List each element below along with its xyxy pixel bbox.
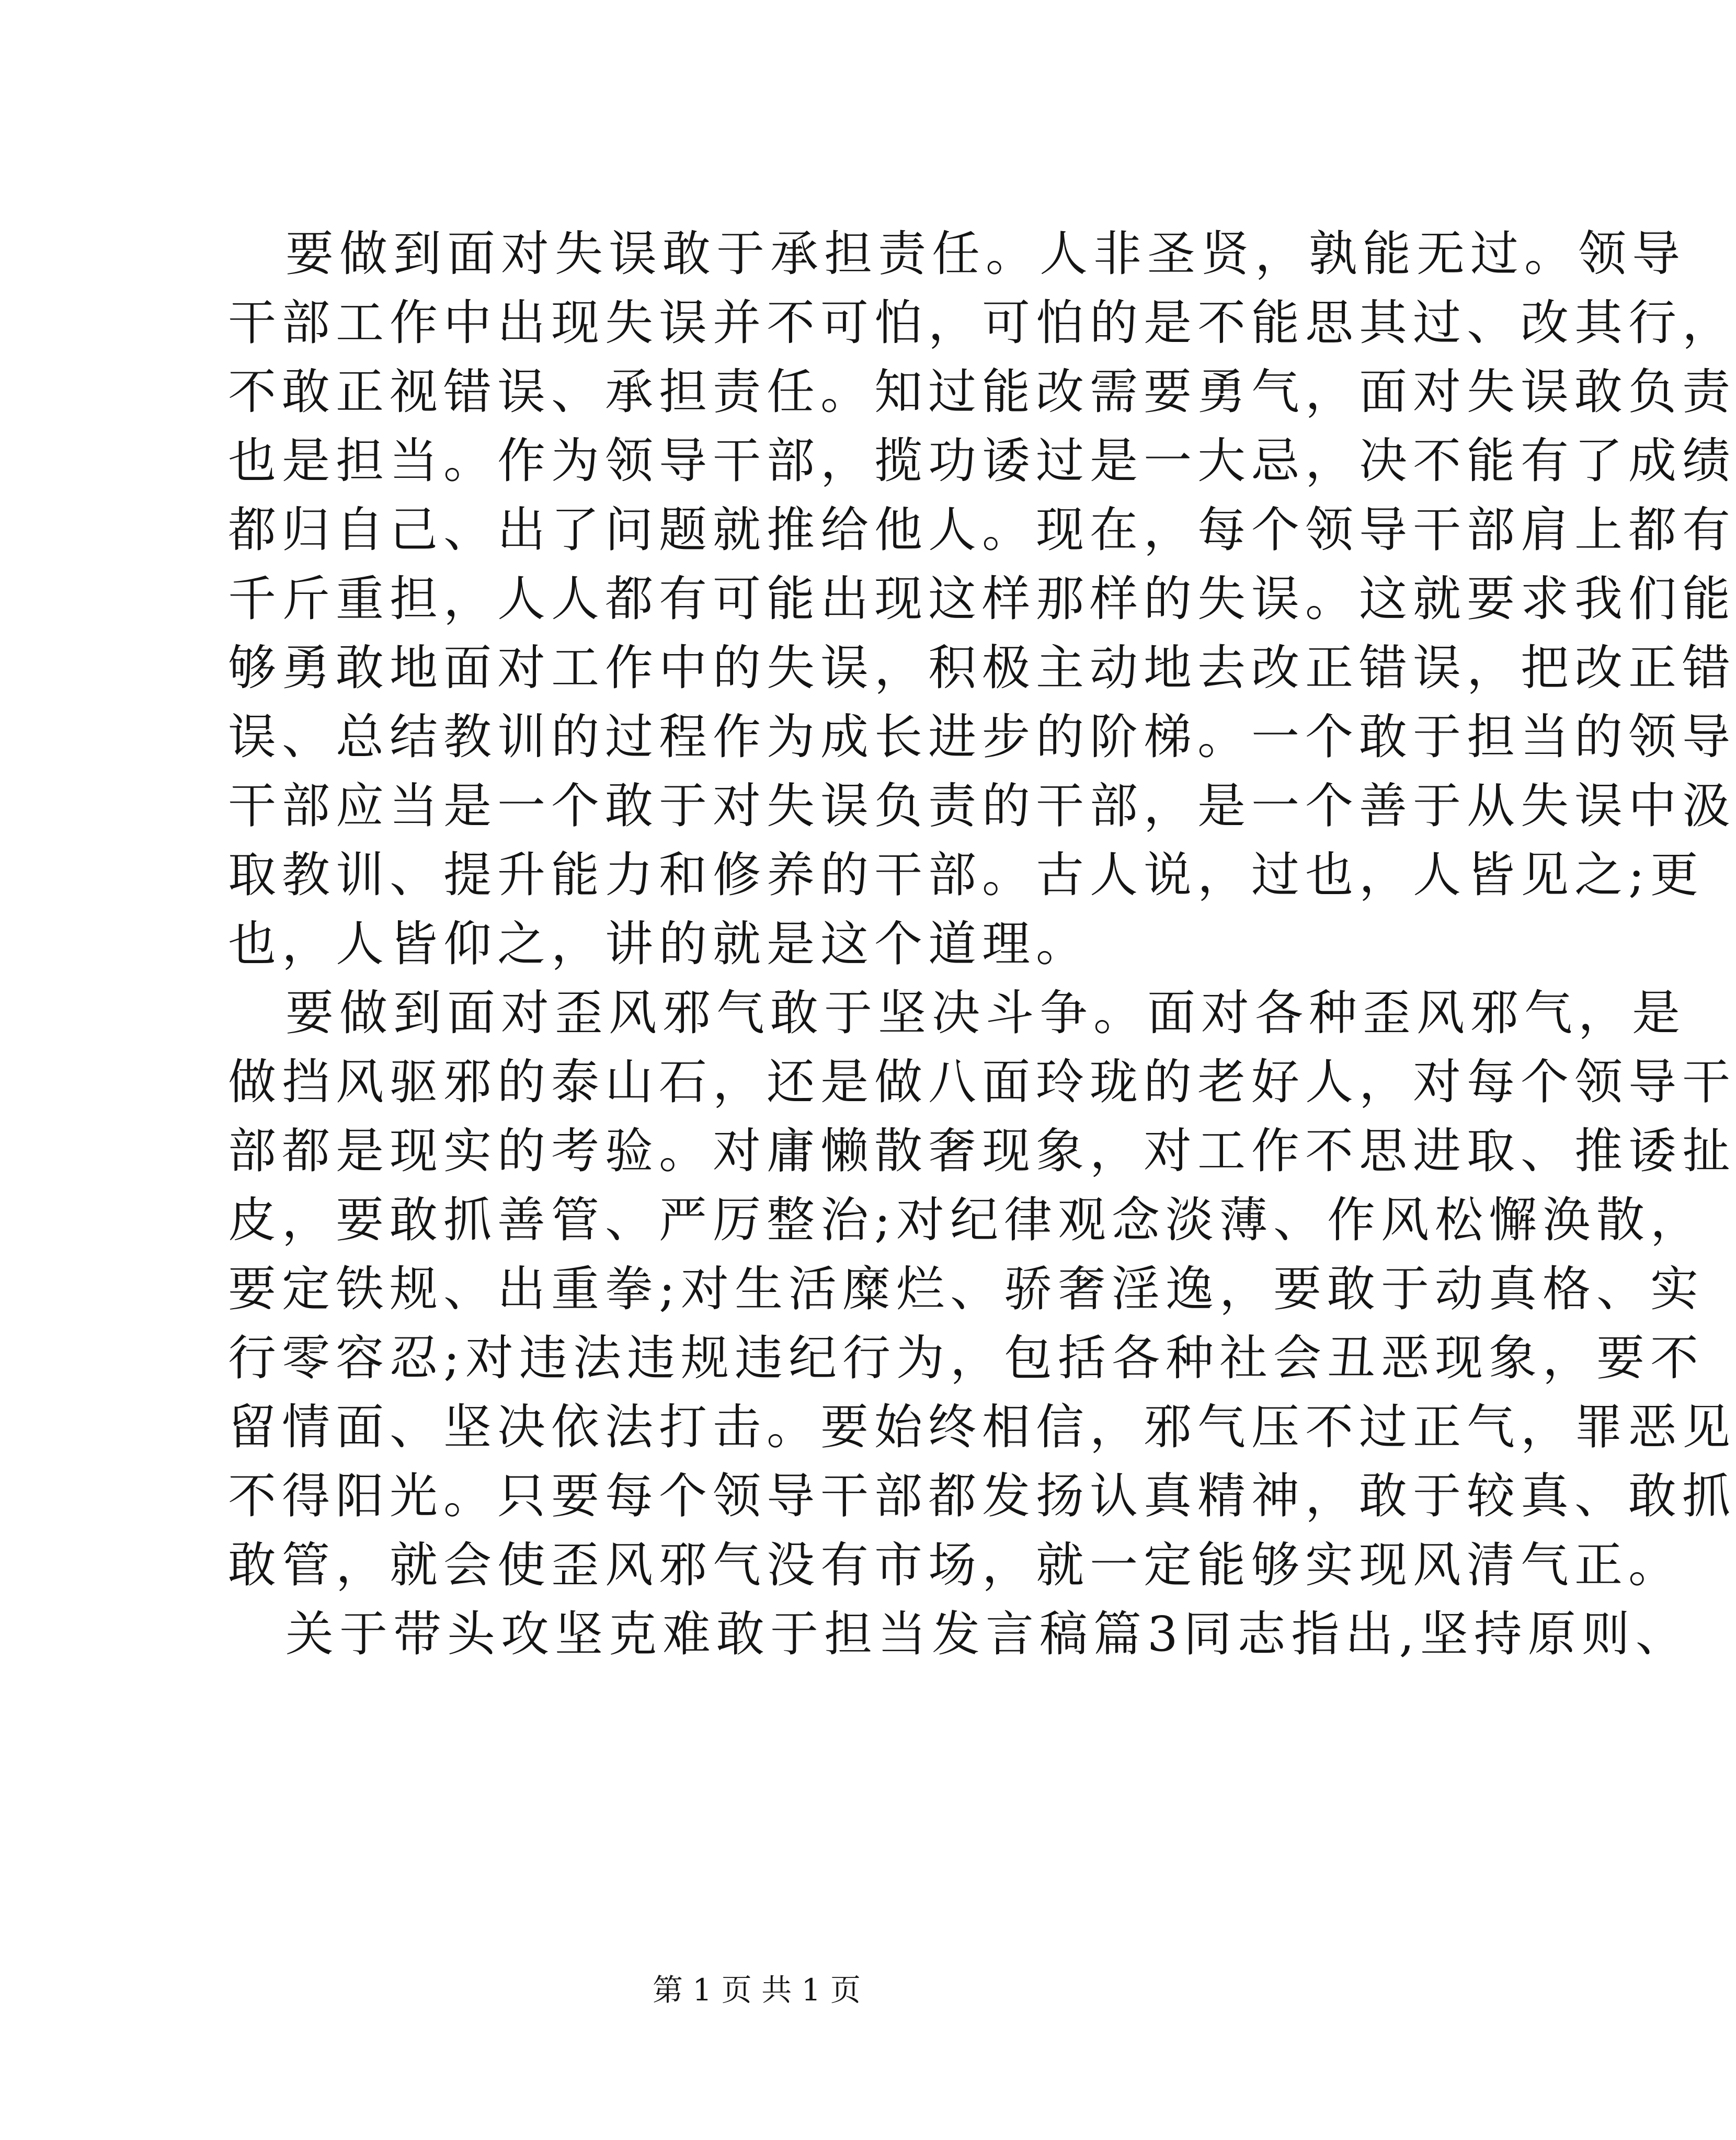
paragraph-1-line-8: 误、总结教训的过程作为成长进步的阶梯。一个敢于担当的领导 — [228, 709, 1736, 765]
paragraph-2-line-1: 要做到面对歪风邪气敢于坚决斗争。面对各种歪风邪气，是 — [285, 985, 1686, 1041]
paragraph-1-line-4: 也是担当。作为领导干部，揽功诿过是一大忌，决不能有了成绩 — [228, 433, 1736, 489]
paragraph-2-line-4: 皮，要敢抓善管、严厉整治;对纪律观念淡薄、作风松懈涣散， — [228, 1192, 1704, 1248]
paragraph-2-line-9: 敢管，就会使歪风邪气没有市场，就一定能够实现风清气正。 — [228, 1537, 1683, 1593]
paragraph-1-line-7: 够勇敢地面对工作中的失误，积极主动地去改正错误，把改正错 — [228, 640, 1736, 696]
paragraph-2-line-2: 做挡风驱邪的泰山石，还是做八面玲珑的老好人，对每个领导干 — [228, 1054, 1736, 1110]
paragraph-1-line-10: 取教训、提升能力和修养的干部。古人说，过也，人皆见之;更 — [228, 847, 1704, 903]
paragraph-2-line-6: 行零容忍;对违法违规违纪行为，包括各种社会丑恶现象，要不 — [228, 1330, 1704, 1386]
paragraph-1-line-2: 干部工作中出现失误并不可怕，可怕的是不能思其过、改其行， — [228, 295, 1736, 351]
paragraph-1-line-1: 要做到面对失误敢于承担责任。人非圣贤，孰能无过。领导 — [285, 226, 1686, 282]
page-footer: 第 1 页 共 1 页 — [653, 1972, 861, 2008]
paragraph-1-line-6: 千斤重担，人人都有可能出现这样那样的失误。这就要求我们能 — [228, 571, 1736, 627]
paragraph-2-line-8: 不得阳光。只要每个领导干部都发扬认真精神，敢于较真、敢抓 — [228, 1468, 1736, 1524]
paragraph-1-line-11: 也，人皆仰之，讲的就是这个道理。 — [228, 916, 1090, 972]
paragraph-2-line-3: 部都是现实的考验。对庸懒散奢现象，对工作不思进取、推诿扯 — [228, 1123, 1736, 1179]
paragraph-1-line-3: 不敢正视错误、承担责任。知过能改需要勇气，面对失误敢负责 — [228, 364, 1736, 420]
paragraph-1-line-5: 都归自己、出了问题就推给他人。现在，每个领导干部肩上都有 — [228, 502, 1736, 558]
paragraph-2-line-5: 要定铁规、出重拳;对生活糜烂、骄奢淫逸，要敢于动真格、实 — [228, 1261, 1704, 1317]
paragraph-1-line-9: 干部应当是一个敢于对失误负责的干部，是一个善于从失误中汲 — [228, 778, 1736, 834]
paragraph-2-line-7: 留情面、坚决依法打击。要始终相信，邪气压不过正气，罪恶见 — [228, 1399, 1736, 1455]
paragraph-3-line-1: 关于带头攻坚克难敢于担当发言稿篇3同志指出,坚持原则、 — [285, 1606, 1689, 1662]
